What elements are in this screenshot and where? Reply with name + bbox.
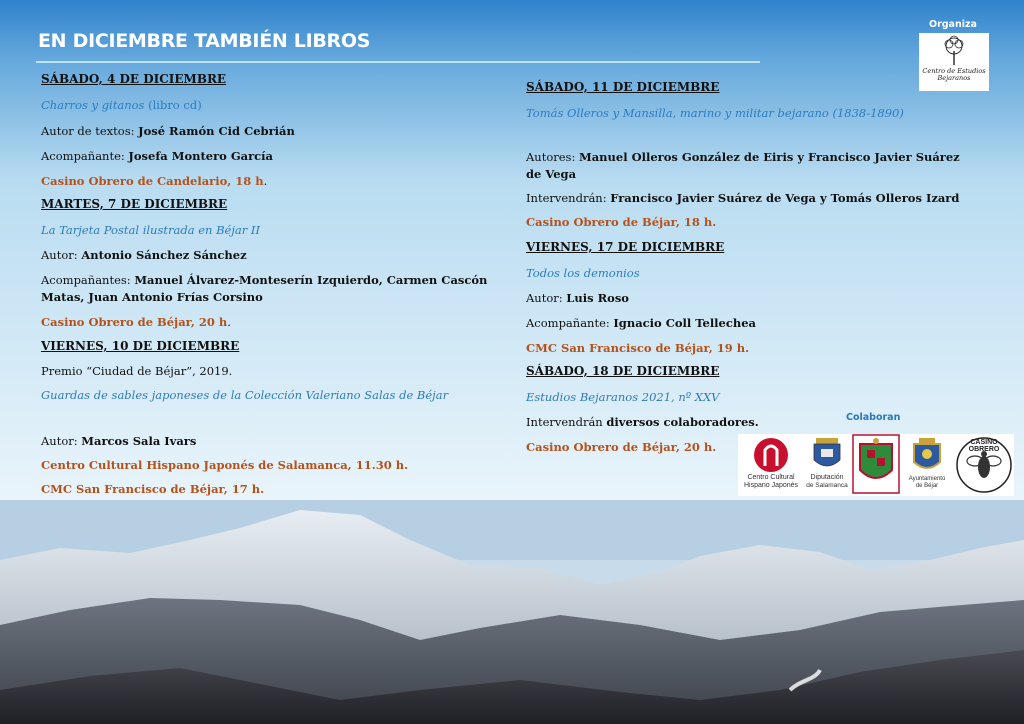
ayuntamiento-crest-icon <box>902 436 952 476</box>
author-label: Autor: <box>526 291 567 305</box>
event-title: Tomás Olleros y Mansilla, marino y militar bejarano (1838-1890) <box>526 106 904 120</box>
event-companions-line <box>41 272 491 306</box>
companion-label: Acompañante: <box>41 149 129 163</box>
companions-names: Manuel Álvarez-Monteserín Izquierdo, Carmen Cascón Matas, Juan Antonio Frías Corsino <box>41 273 488 304</box>
organizer-label: Organiza <box>929 19 977 30</box>
companion-name: Ignacio Coll Tellechea <box>613 316 757 330</box>
ayuntamiento-bejar-logo <box>902 436 952 494</box>
event-companion-line <box>526 316 756 330</box>
hispano-japones-logo <box>740 436 802 494</box>
diputacion-line2: de Salamanca <box>806 482 848 489</box>
speakers-names: diversos colaboradores. <box>606 415 759 429</box>
event-venue: CMC San Francisco de Béjar, 17 h. <box>41 482 265 496</box>
ayto-line1: Ayuntamiento <box>908 476 946 482</box>
venue-tail: . <box>263 174 268 188</box>
authors-names: Manuel Olleros González de Eiris y Francisco Javier Suárez de Vega <box>526 150 960 181</box>
event-title: Todos los demonios <box>526 266 640 280</box>
event-venue-line <box>41 315 231 329</box>
hispano-japones-emblem-icon <box>740 436 802 474</box>
event-day: VIERNES, 17 DE DICIEMBRE <box>526 240 725 254</box>
event-day: SÁBADO, 4 DE DICIEMBRE <box>41 72 227 86</box>
diputacion-line1: Diputación <box>810 474 844 481</box>
ayto-line2: de Béjar <box>915 483 939 489</box>
authors-label: Autores: <box>526 150 579 164</box>
event-author-line <box>41 124 295 138</box>
centro-estudios-bejaranos-logo <box>919 33 989 91</box>
event-venue: CMC San Francisco de Béjar, 19 h. <box>526 341 750 355</box>
speakers-label: Intervendrán: <box>526 191 611 205</box>
diputacion-salamanca-logo <box>804 436 850 494</box>
author-label: Autor: <box>41 248 82 262</box>
tree-icon <box>919 33 989 67</box>
event-author-line <box>41 434 196 448</box>
speakers-names: Francisco Javier Suárez de Vega y Tomás Olleros Izard <box>610 191 960 205</box>
event-venue: Casino Obrero de Candelario, 18 h <box>41 174 264 188</box>
event-title: La Tarjeta Postal ilustrada en Béjar II <box>41 223 260 237</box>
venue-tail: . <box>227 315 231 329</box>
collaborator-logos <box>738 434 1014 496</box>
event-venue: Centro Cultural Hispano Japonés de Salamanca, 11.30 h. <box>41 458 409 472</box>
event-title: Guardas de sables japoneses de la Colección Valeriano Salas de Béjar <box>41 388 449 402</box>
event-venue: Casino Obrero de Béjar, 20 h <box>41 315 228 329</box>
heraldic-shield-logo <box>852 434 900 496</box>
event-prize: Premio “Ciudad de Béjar”, 2019. <box>41 364 233 378</box>
companion-name: Josefa Montero García <box>128 149 274 163</box>
heraldic-shield-icon <box>852 434 900 496</box>
event-author-line <box>41 248 247 262</box>
event-day: SÁBADO, 18 DE DICIEMBRE <box>526 364 720 378</box>
author-label: Autor de textos: <box>41 124 139 138</box>
event-venue: Casino Obrero de Béjar, 18 h. <box>526 215 717 229</box>
event-venue: Casino Obrero de Béjar, 20 h. <box>526 440 717 454</box>
event-venue-line <box>41 174 267 188</box>
collaborators-label: Colaboran <box>846 412 901 423</box>
speakers-label: Intervendrán <box>526 415 607 429</box>
author-name: José Ramón Cid Cebrián <box>138 124 295 138</box>
organizer-logo-text: Centro de Estudios Bejaranos <box>922 67 986 82</box>
event-day: VIERNES, 10 DE DICIEMBRE <box>41 339 240 353</box>
event-author-line <box>526 291 629 305</box>
header-divider <box>36 61 760 63</box>
hispano-line2: Hispano Japonés <box>743 482 799 489</box>
event-authors-line <box>526 149 961 183</box>
casino-obrero-logo <box>954 435 1014 495</box>
event-title-suffix: (libro cd) <box>144 98 202 112</box>
hispano-line1: Centro Cultural <box>747 474 795 481</box>
event-companion-line <box>41 149 273 163</box>
event-title: Estudios Bejaranos 2021, nº XXV <box>526 390 720 404</box>
diputacion-shield-icon <box>804 436 850 474</box>
casino-name: CASINO OBRERO <box>968 439 1000 453</box>
author-label: Autor: <box>41 434 82 448</box>
author-name: Marcos Sala Ivars <box>81 434 197 448</box>
companions-label: Acompañantes: <box>41 273 135 287</box>
event-speakers-line <box>526 415 759 429</box>
event-day: MARTES, 7 DE DICIEMBRE <box>41 197 228 211</box>
event-day: SÁBADO, 11 DE DICIEMBRE <box>526 80 720 94</box>
event-title: Charros y gitanos <box>41 98 145 112</box>
author-name: Luis Roso <box>566 291 629 305</box>
author-name: Antonio Sánchez Sánchez <box>81 248 247 262</box>
event-title-line <box>41 98 202 112</box>
event-speakers-line <box>526 191 959 205</box>
companion-label: Acompañante: <box>526 316 614 330</box>
page-title: EN DICIEMBRE TAMBIÉN LIBROS <box>38 30 371 52</box>
